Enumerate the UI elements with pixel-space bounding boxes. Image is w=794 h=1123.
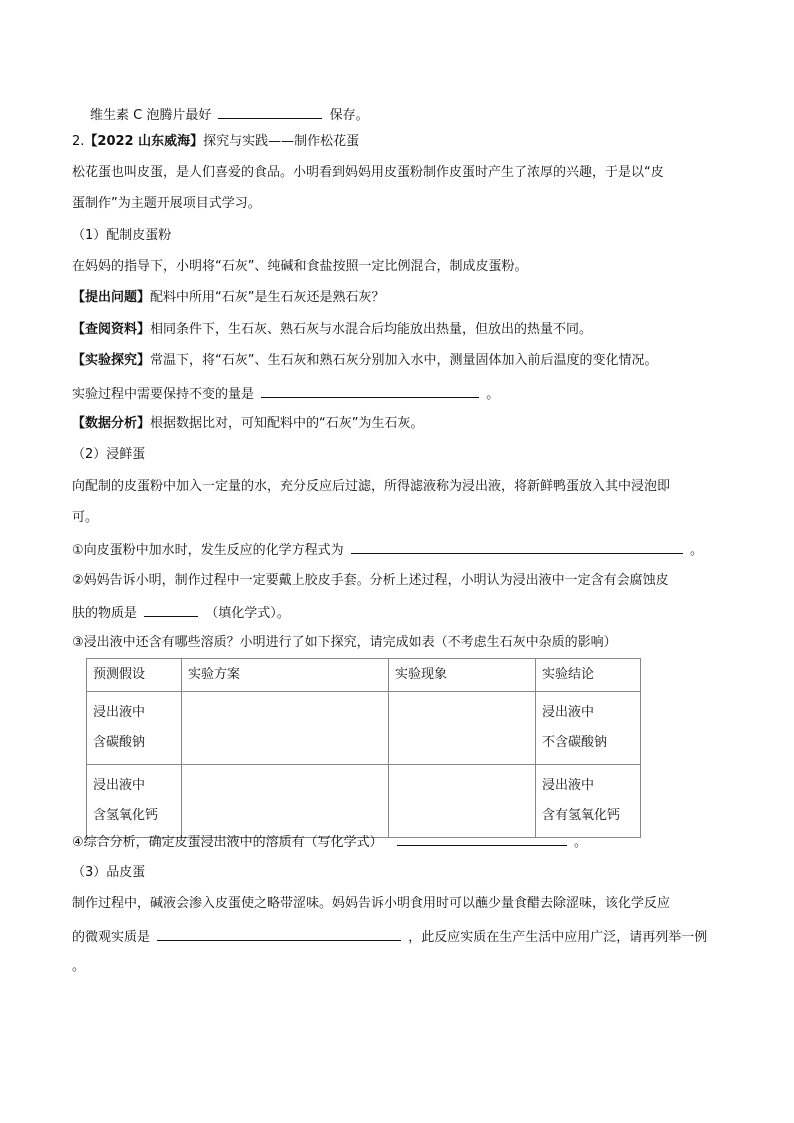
- vitamin-text: 维生素 C 泡腾片最好: [90, 108, 212, 123]
- constant-line: [72, 384, 499, 404]
- part-1-heading: （1）配制皮蛋粉: [72, 228, 172, 243]
- part-1-text: 在妈妈的指导下，小明将“石灰”、纯碱和食盐按照一定比例混合，制成皮蛋粉。: [72, 259, 528, 274]
- hypothesis-cell: [87, 765, 182, 838]
- conclusion-line: 不含碳酸钠: [542, 735, 608, 750]
- subq-2-text: 肤的物质是: [72, 606, 138, 621]
- question-title: 探究与实践——制作松花蛋: [203, 134, 360, 149]
- conclusion-cell: [536, 765, 641, 838]
- part-3-text-before: 的微观实质是: [72, 930, 151, 945]
- ask-question-line: [72, 289, 385, 307]
- equation-blank[interactable]: [351, 540, 683, 554]
- vitamin-text-end: 保存。: [329, 108, 369, 123]
- subq-2-end: （填化学式）。: [205, 606, 290, 621]
- ask-text: 配料中所用“石灰”是生石灰还是熟石灰？: [150, 290, 385, 305]
- subq-2-line-2: [72, 603, 290, 623]
- info-line: [72, 321, 592, 339]
- part-2-text-1: 向配制的皮蛋粉中加入一定量的水，充分反应后过滤，所得滤液称为浸出液，将新鲜鸭蛋放入其中浸泡即: [72, 479, 671, 494]
- table-row: [87, 765, 641, 838]
- conclusion-cell: [536, 692, 641, 765]
- part-2-text-2: 可。: [72, 510, 99, 525]
- subq-2-line-1: ②妈妈告诉小明，制作过程中一定要戴上胶皮手套。分析上述过程，小明认为浸出液中一定含有会腐蚀皮: [72, 573, 669, 588]
- conclusion-line: 浸出液中: [542, 705, 595, 720]
- table-header-cell: 预测假设: [87, 659, 182, 692]
- intro-line-2: 蛋制作”为主题开展项目式学习。: [72, 196, 261, 211]
- subq-1-line: [72, 540, 703, 560]
- hypothesis-cell: [87, 692, 182, 765]
- subq-1-end: 。: [689, 543, 703, 558]
- subq-4-text: ④综合分析，确定皮蛋浸出液中的溶质有（写化学式）: [72, 835, 383, 850]
- part-3-text-2: [72, 927, 707, 947]
- table-header-cell: 实验现象: [389, 659, 536, 692]
- hypothesis-line: 浸出液中: [93, 778, 146, 793]
- solute-blank[interactable]: [397, 832, 567, 846]
- part-2-heading: （2）浸鲜蛋: [72, 447, 146, 462]
- conclusion-line: 含有氢氧化钙: [542, 808, 621, 823]
- question-2-header: [72, 133, 359, 151]
- part-3-text-3: 。: [72, 959, 86, 974]
- table-row: [87, 692, 641, 765]
- subq-4-line: [72, 832, 587, 852]
- data-analysis-line: [72, 415, 424, 433]
- question-source: 【2022 山东威海】: [84, 134, 204, 149]
- subq-1-text: ①向皮蛋粉中加水时，发生反应的化学方程式为: [72, 543, 344, 558]
- vitamin-line: [90, 105, 369, 125]
- part-3-heading: （3）品皮蛋: [72, 865, 146, 880]
- intro-line-1: 松花蛋也叫皮蛋，是人们喜爱的食品。小明看到妈妈用皮蛋粉制作皮蛋时产生了浓厚的兴趣，于是以“皮: [72, 165, 664, 180]
- hypothesis-line: 含碳酸钠: [93, 735, 146, 750]
- part-3-text-1: 制作过程中，碱液会渗入皮蛋使之略带涩味。妈妈告诉小明食用时可以蘸少量食醋去除涩味，该化学反应: [72, 896, 671, 911]
- constant-blank[interactable]: [261, 384, 479, 398]
- table-header-row: [87, 659, 641, 692]
- hypothesis-line: 含氢氧化钙: [93, 808, 159, 823]
- constant-end: 。: [486, 387, 500, 402]
- phenomenon-cell[interactable]: [389, 692, 536, 765]
- experiment-text: 常温下，将“石灰”、生石灰和熟石灰分别加入水中，测量固体加入前后温度的变化情况。: [150, 353, 658, 368]
- info-label: 【查阅资料】: [72, 322, 151, 337]
- plan-cell[interactable]: [182, 692, 389, 765]
- data-text: 根据数据比对，可知配料中的“石灰”为生石灰。: [150, 416, 424, 431]
- hypothesis-line: 浸出液中: [93, 705, 146, 720]
- subq-4-end: 。: [573, 835, 587, 850]
- table-header-cell: 实验结论: [536, 659, 641, 692]
- conclusion-line: 浸出液中: [542, 778, 595, 793]
- info-text: 相同条件下，生石灰、熟石灰与水混合后均能放出热量，但放出的热量不同。: [150, 322, 593, 337]
- vitamin-blank[interactable]: [218, 105, 322, 119]
- table-header-cell: 实验方案: [182, 659, 389, 692]
- question-number: 2.: [72, 134, 85, 149]
- data-label: 【数据分析】: [72, 416, 151, 431]
- part-3-text-after: ，此反应实质在生产生活中应用广泛，请再列举一例: [408, 930, 708, 945]
- constant-text: 实验过程中需要保持不变的量是: [72, 387, 255, 402]
- experiment-label: 【实验探究】: [72, 353, 151, 368]
- ask-label: 【提出问题】: [72, 290, 151, 305]
- phenomenon-cell[interactable]: [389, 765, 536, 838]
- essence-blank[interactable]: [157, 927, 401, 941]
- subq-3-line: ③浸出液中还含有哪些溶质？小明进行了如下探究，请完成如表（不考虑生石灰中杂质的影响）: [72, 635, 617, 650]
- plan-cell[interactable]: [182, 765, 389, 838]
- experiment-table: [86, 658, 641, 838]
- experiment-line: [72, 352, 658, 370]
- formula-blank[interactable]: [144, 603, 198, 617]
